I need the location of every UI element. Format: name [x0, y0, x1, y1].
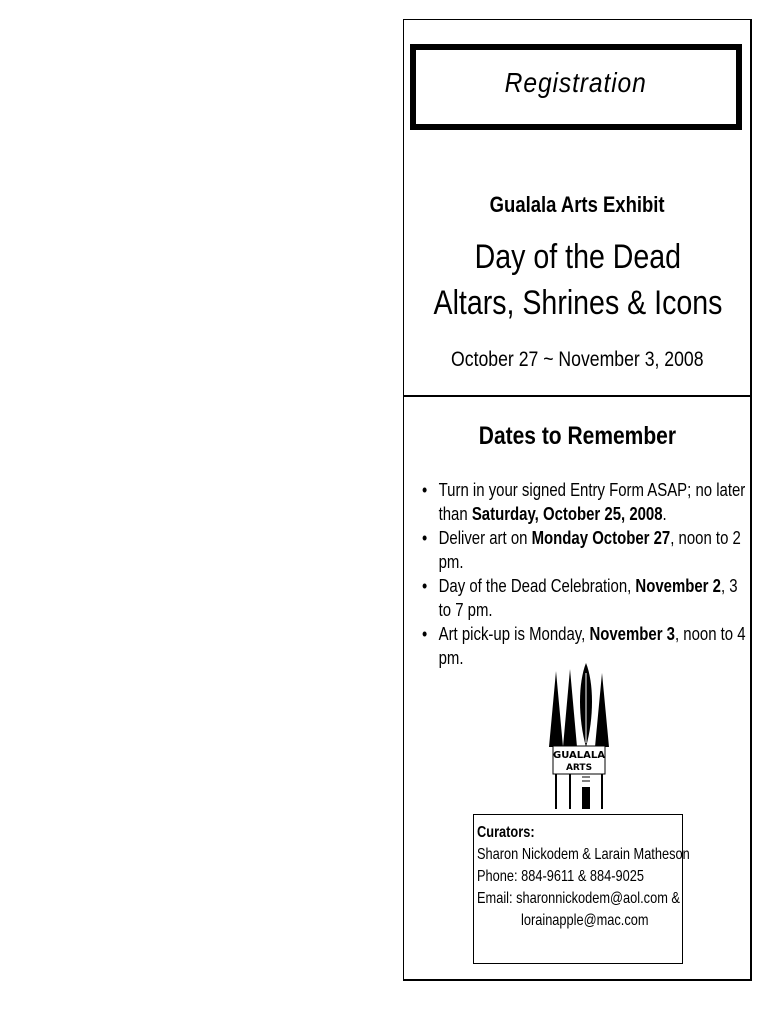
list-item: • Turn in your signed Entry Form ASAP; no later than Saturday, October 25, 2008. [422, 480, 746, 524]
curator-phone: Phone: 884-9611 & 884-9025 [477, 868, 645, 885]
brush-icon [580, 663, 592, 809]
exhibit-title-line2: Altars, Shrines & Icons [433, 284, 722, 322]
list-item: • Art pick-up is Monday, November 3, noon to 4 pm. [422, 624, 746, 668]
tree-icon [595, 673, 609, 809]
bullet-icon: • [422, 624, 428, 644]
curator-names: Sharon Nickodem & Larain Matheson [477, 846, 690, 863]
list-item: • Day of the Dead Celebration, November 2, 3 to 7 pm. [422, 576, 738, 620]
registration-panel [403, 19, 752, 981]
exhibit-dates: October 27 ~ November 3, 2008 [451, 348, 704, 371]
registration-header-box [410, 44, 742, 130]
logo-text-arts: ARTS [565, 763, 593, 773]
logo-text-gualala: GUALALA [553, 750, 605, 761]
bullet-icon: • [422, 528, 428, 548]
curators-box [473, 814, 690, 964]
list-item: • Deliver art on Monday October 27, noon to 2 pm. [422, 528, 741, 572]
exhibit-subtitle: Gualala Arts Exhibit [490, 192, 665, 217]
curators-heading: Curators: [477, 824, 535, 841]
curator-email-2: lorainapple@mac.com [521, 912, 649, 929]
curator-email: Email: sharonnickodem@aol.com & [477, 890, 680, 907]
exhibit-title-line1: Day of the Dead [474, 238, 681, 276]
dates-to-remember-heading: Dates to Remember [478, 422, 677, 450]
bullet-icon: • [422, 576, 428, 596]
tree-icon [549, 671, 563, 809]
registration-title: Registration [504, 67, 648, 98]
gualala-arts-logo [546, 663, 610, 809]
tree-icon [563, 669, 577, 809]
dates-list [422, 478, 754, 670]
section-divider [404, 395, 751, 397]
bullet-icon: • [422, 480, 428, 500]
